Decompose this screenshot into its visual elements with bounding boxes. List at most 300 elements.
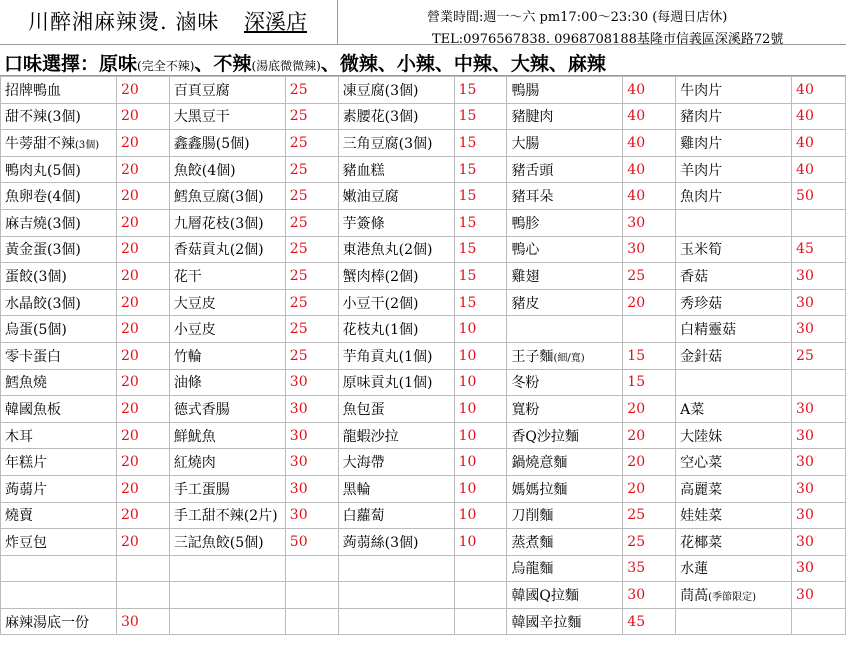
item-name-text: 零卡蛋白 <box>5 348 61 365</box>
item-name <box>338 77 454 104</box>
item-name <box>507 103 623 130</box>
item-price: 25 <box>285 342 338 369</box>
item-price: 10 <box>454 475 507 502</box>
item-name-text: 玉米筍 <box>680 242 723 259</box>
item-price: 20 <box>116 103 169 130</box>
item-name <box>338 608 454 635</box>
item-name <box>1 502 117 529</box>
item-price: 30 <box>285 369 338 396</box>
item-name-text: 魚包蛋 <box>342 401 385 418</box>
item-name-text: 牛蒡甜不辣 <box>5 135 75 152</box>
item-price <box>116 555 169 582</box>
item-price: 35 <box>623 555 676 582</box>
item-price: 30 <box>792 475 846 502</box>
item-name <box>169 608 285 635</box>
item-price: 30 <box>792 502 846 529</box>
item-name-text: 麻辣湯底一份 <box>5 614 89 631</box>
item-name-text: 大黑豆干 <box>173 109 230 126</box>
item-price: 25 <box>623 529 676 556</box>
item-price: 30 <box>792 289 846 316</box>
item-price: 10 <box>454 396 507 423</box>
item-name <box>676 529 792 556</box>
menu-row <box>1 582 846 609</box>
item-name-text: 炸豆包 <box>5 534 47 551</box>
item-name <box>1 422 117 449</box>
item-name-text: 雞肉片 <box>680 135 723 152</box>
item-price: 25 <box>623 502 676 529</box>
item-name-text: 娃娃菜 <box>680 508 723 525</box>
item-name <box>169 369 285 396</box>
item-name <box>338 156 454 183</box>
item-name <box>676 316 792 343</box>
item-name <box>1 183 117 210</box>
menu-row <box>1 422 846 449</box>
menu-row <box>1 289 846 316</box>
item-name <box>676 236 792 263</box>
menu-row <box>1 209 846 236</box>
menu-row <box>1 369 846 396</box>
item-name <box>169 555 285 582</box>
branch-name: 深溪店 <box>244 10 307 34</box>
item-name-text: A菜 <box>680 401 705 418</box>
item-name <box>1 289 117 316</box>
item-name-text: 東港魚丸(2個) <box>342 242 433 259</box>
item-price: 20 <box>116 529 169 556</box>
item-name <box>507 236 623 263</box>
item-price: 30 <box>792 555 846 582</box>
item-name <box>676 156 792 183</box>
item-name-text: 黃金蛋(3個) <box>5 242 81 259</box>
item-price <box>285 555 338 582</box>
item-name <box>169 263 285 290</box>
item-name-text: 大陸妹 <box>680 428 723 445</box>
item-name-text: 大豆皮 <box>173 295 216 312</box>
menu-row <box>1 555 846 582</box>
item-price: 10 <box>454 342 507 369</box>
item-price: 30 <box>116 608 169 635</box>
item-price: 50 <box>792 183 846 210</box>
item-name-text: 木耳 <box>5 428 33 445</box>
item-name <box>676 475 792 502</box>
item-name-text: 小豆干(2個) <box>342 295 419 312</box>
item-price: 25 <box>285 209 338 236</box>
item-name-text: 花干 <box>173 268 202 285</box>
item-name <box>169 529 285 556</box>
item-name-text: 香Q沙拉麵 <box>511 428 579 445</box>
flavor-options <box>4 49 606 76</box>
item-name-text: 紅燒肉 <box>173 455 216 472</box>
item-price: 15 <box>454 289 507 316</box>
item-price: 30 <box>792 396 846 423</box>
item-price: 15 <box>454 156 507 183</box>
item-name-text: 招牌鴨血 <box>5 82 61 99</box>
item-price: 40 <box>792 77 846 104</box>
item-name-text: 牛肉片 <box>680 82 723 99</box>
item-name <box>1 608 117 635</box>
item-name <box>507 529 623 556</box>
item-name-text: 羊肉片 <box>680 162 723 179</box>
item-price <box>792 209 846 236</box>
item-price: 20 <box>623 422 676 449</box>
item-name <box>338 103 454 130</box>
item-name <box>507 209 623 236</box>
item-price: 20 <box>116 502 169 529</box>
item-price: 30 <box>792 529 846 556</box>
item-price: 25 <box>285 316 338 343</box>
item-name-text: 芋角貢丸(1個) <box>342 348 433 365</box>
item-name <box>1 475 117 502</box>
item-price: 20 <box>623 449 676 476</box>
item-price: 15 <box>454 103 507 130</box>
item-price: 40 <box>792 103 846 130</box>
item-name <box>169 156 285 183</box>
item-price <box>116 582 169 609</box>
item-name-text: 豬血糕 <box>342 162 385 179</box>
item-name-text: 鴨心 <box>511 242 540 259</box>
item-price: 10 <box>454 422 507 449</box>
item-name-text: 燒賣 <box>5 508 33 525</box>
item-name <box>676 209 792 236</box>
item-name <box>1 77 117 104</box>
item-name <box>1 582 117 609</box>
item-price <box>285 582 338 609</box>
item-name <box>1 449 117 476</box>
item-name-text: 黑輪 <box>342 481 371 498</box>
item-name-text: 水晶餃(3個) <box>5 295 81 312</box>
item-price: 50 <box>285 529 338 556</box>
item-name-text: 油條 <box>173 375 202 392</box>
item-name-text: 蛋餃(3個) <box>5 268 67 285</box>
item-name <box>1 396 117 423</box>
item-name <box>338 369 454 396</box>
flavor-no-spicy: 不辣 <box>213 53 252 75</box>
item-price: 10 <box>454 449 507 476</box>
item-price: 40 <box>623 130 676 157</box>
item-name <box>169 342 285 369</box>
item-name <box>338 502 454 529</box>
item-name <box>676 502 792 529</box>
item-name <box>338 130 454 157</box>
item-price: 25 <box>285 263 338 290</box>
item-price: 25 <box>285 156 338 183</box>
item-name-text: 水蓮 <box>680 561 709 578</box>
title-cell <box>0 0 338 44</box>
item-name <box>338 236 454 263</box>
item-name <box>676 449 792 476</box>
item-price: 20 <box>116 236 169 263</box>
item-price: 20 <box>116 263 169 290</box>
item-name <box>338 555 454 582</box>
item-price: 25 <box>285 236 338 263</box>
item-name-text: 香菇 <box>680 268 709 285</box>
item-name-text: 麻吉燒(3個) <box>5 215 81 232</box>
item-price <box>454 608 507 635</box>
item-name-text: 香菇貢丸(2個) <box>173 242 264 259</box>
item-name-text: 蟹肉棒(2個) <box>342 268 419 285</box>
item-name-text: 高麗菜 <box>680 481 723 498</box>
item-name <box>1 236 117 263</box>
item-name-text: 烏龍麵 <box>511 561 554 578</box>
item-price: 25 <box>285 103 338 130</box>
item-price: 20 <box>116 130 169 157</box>
item-price: 30 <box>285 449 338 476</box>
item-name <box>507 422 623 449</box>
item-price <box>285 608 338 635</box>
item-name-text: 豬耳朵 <box>511 189 554 206</box>
item-name <box>169 396 285 423</box>
item-name-text: 豬皮 <box>511 295 540 312</box>
contact-info: TEL:0976567838. 0968708188基隆市信義區深溪路72號 <box>432 32 784 47</box>
menu-row <box>1 608 846 635</box>
item-name <box>1 555 117 582</box>
flavor-original: 原味 <box>99 53 138 75</box>
item-name <box>338 316 454 343</box>
item-price <box>454 555 507 582</box>
item-name <box>507 475 623 502</box>
item-name <box>507 263 623 290</box>
item-name-note: (3個) <box>75 139 100 151</box>
item-name-text: 大腸 <box>511 135 540 152</box>
item-name-text: 龍蝦沙拉 <box>342 428 399 445</box>
item-name <box>1 156 117 183</box>
item-name-text: 韓國辛拉麵 <box>511 614 582 631</box>
item-name <box>338 342 454 369</box>
item-name-text: 三記魚餃(5個) <box>173 534 264 551</box>
item-price: 30 <box>792 449 846 476</box>
menu-row <box>1 396 846 423</box>
item-name <box>507 369 623 396</box>
item-name <box>676 555 792 582</box>
item-name <box>169 502 285 529</box>
item-price <box>454 582 507 609</box>
item-name-note: (細/寬) <box>553 352 585 364</box>
item-name-text: 媽媽拉麵 <box>511 481 568 498</box>
item-name-text: 秀珍菇 <box>680 295 723 312</box>
item-name-text: 甜不辣(3個) <box>5 109 81 126</box>
item-price: 25 <box>285 183 338 210</box>
item-price: 45 <box>792 236 846 263</box>
item-price: 40 <box>623 77 676 104</box>
item-price: 30 <box>285 502 338 529</box>
item-price: 40 <box>623 183 676 210</box>
item-name <box>169 183 285 210</box>
item-price: 20 <box>116 316 169 343</box>
item-name <box>676 103 792 130</box>
item-price: 10 <box>454 529 507 556</box>
item-price: 20 <box>116 289 169 316</box>
menu-row <box>1 236 846 263</box>
item-price: 30 <box>623 209 676 236</box>
item-name-text: 魚肉片 <box>680 189 723 206</box>
item-price: 20 <box>116 369 169 396</box>
item-price: 15 <box>623 369 676 396</box>
item-name <box>169 77 285 104</box>
flavor-no-spicy-note: (湯底微微辣) <box>251 59 321 73</box>
item-name <box>338 183 454 210</box>
item-price: 30 <box>285 422 338 449</box>
item-name-text: 鴨腸 <box>511 82 540 99</box>
item-price: 30 <box>792 263 846 290</box>
item-price: 20 <box>116 77 169 104</box>
item-name <box>169 582 285 609</box>
menu-row <box>1 263 846 290</box>
item-price: 20 <box>623 475 676 502</box>
menu-row <box>1 130 846 157</box>
item-name <box>169 289 285 316</box>
item-name <box>507 289 623 316</box>
item-name-text: 小豆皮 <box>173 322 216 339</box>
item-price: 15 <box>454 130 507 157</box>
menu-row <box>1 475 846 502</box>
item-name <box>338 449 454 476</box>
item-name-text: 寬粉 <box>511 401 540 418</box>
menu-header <box>0 0 846 47</box>
item-name-text: 王子麵 <box>511 348 554 365</box>
item-price: 25 <box>623 263 676 290</box>
item-name <box>169 316 285 343</box>
item-price: 30 <box>623 582 676 609</box>
item-name <box>507 342 623 369</box>
item-name-text: 白精靈菇 <box>680 322 737 339</box>
item-name <box>169 449 285 476</box>
menu-row <box>1 103 846 130</box>
item-price: 40 <box>792 130 846 157</box>
item-price: 15 <box>454 77 507 104</box>
item-name-text: 大海帶 <box>342 455 385 472</box>
item-name <box>507 582 623 609</box>
item-name-text: 冬粉 <box>511 375 540 392</box>
item-name <box>169 103 285 130</box>
item-name-text: 刀削麵 <box>511 508 554 525</box>
item-price: 30 <box>623 236 676 263</box>
item-name <box>507 449 623 476</box>
item-price: 20 <box>623 289 676 316</box>
item-name-text: 芋簽條 <box>342 215 385 232</box>
item-price <box>792 608 846 635</box>
business-hours: 營業時間:週一～六 pm17:00～23:30 (每週日店休) <box>427 10 728 25</box>
item-name <box>676 422 792 449</box>
item-name-note: (季節限定) <box>708 592 756 604</box>
item-price: 30 <box>285 475 338 502</box>
item-price: 30 <box>792 582 846 609</box>
item-name <box>338 396 454 423</box>
item-name <box>507 316 623 343</box>
item-price: 15 <box>454 263 507 290</box>
item-name <box>1 263 117 290</box>
item-price: 25 <box>285 130 338 157</box>
item-price: 15 <box>454 236 507 263</box>
item-name-text: 年糕片 <box>5 455 47 472</box>
item-name <box>676 130 792 157</box>
item-name <box>676 342 792 369</box>
item-price: 40 <box>623 103 676 130</box>
item-name <box>676 289 792 316</box>
menu-row <box>1 342 846 369</box>
menu-row <box>1 502 846 529</box>
item-name-text: 韓國魚板 <box>5 401 61 418</box>
item-name <box>676 608 792 635</box>
item-name-text: 百頁豆腐 <box>173 82 230 99</box>
item-name-text: 手工甜不辣(2片) <box>173 508 278 525</box>
item-price: 15 <box>454 209 507 236</box>
flavor-selection <box>0 44 846 76</box>
item-name <box>1 369 117 396</box>
item-name-text: 德式香腸 <box>173 401 230 418</box>
item-name-text: 蒸煮麵 <box>511 534 554 551</box>
item-name <box>676 183 792 210</box>
item-name <box>1 316 117 343</box>
item-name <box>169 209 285 236</box>
menu-row <box>1 316 846 343</box>
item-price <box>792 369 846 396</box>
item-name <box>507 77 623 104</box>
item-name-text: 手工蛋腸 <box>173 481 230 498</box>
item-name <box>507 396 623 423</box>
item-name <box>1 209 117 236</box>
item-name <box>507 502 623 529</box>
item-name-text: 白蘿蔔 <box>342 508 385 525</box>
item-name-text: 烏蛋(5個) <box>5 322 67 339</box>
item-price: 40 <box>792 156 846 183</box>
menu-row <box>1 183 846 210</box>
item-name-text: 蒟蒻絲(3個) <box>342 534 419 551</box>
item-price: 15 <box>623 342 676 369</box>
item-name <box>676 77 792 104</box>
item-price: 10 <box>454 369 507 396</box>
item-name-text: 豬腱肉 <box>511 109 554 126</box>
item-price: 20 <box>116 183 169 210</box>
item-price: 10 <box>454 502 507 529</box>
item-name-text: 九層花枝(3個) <box>173 215 264 232</box>
item-name <box>676 582 792 609</box>
item-price: 25 <box>285 77 338 104</box>
item-name <box>1 130 117 157</box>
item-name <box>169 475 285 502</box>
flavor-label: 口味選擇： <box>4 53 100 75</box>
item-name <box>338 289 454 316</box>
restaurant-name: 川醉湘麻辣燙. 滷味 <box>28 10 220 34</box>
item-name-text: 鍋燒意麵 <box>511 455 568 472</box>
item-price: 30 <box>792 316 846 343</box>
item-name <box>676 396 792 423</box>
item-price <box>623 316 676 343</box>
item-price: 20 <box>116 342 169 369</box>
item-price: 20 <box>116 475 169 502</box>
item-name <box>338 209 454 236</box>
flavor-original-note: (完全不辣) <box>137 59 195 73</box>
item-name <box>1 529 117 556</box>
item-name-text: 花枝丸(1個) <box>342 322 419 339</box>
item-price: 20 <box>116 422 169 449</box>
flavor-separator: 、 <box>194 53 214 75</box>
item-name <box>676 263 792 290</box>
item-name-text: 蒟蒻片 <box>5 481 47 498</box>
item-name-text: 魚卵卷(4個) <box>5 189 81 206</box>
menu-row <box>1 529 846 556</box>
item-price: 20 <box>116 396 169 423</box>
item-name-text: 花椰菜 <box>680 534 723 551</box>
item-price: 40 <box>623 156 676 183</box>
item-name-text: 原味貢丸(1個) <box>342 375 433 392</box>
item-price: 20 <box>623 396 676 423</box>
item-price: 15 <box>454 183 507 210</box>
item-name <box>169 422 285 449</box>
item-name-text: 三角豆腐(3個) <box>342 135 433 152</box>
item-name-text: 凍豆腐(3個) <box>342 82 419 99</box>
item-price: 45 <box>623 608 676 635</box>
menu-row <box>1 449 846 476</box>
item-name-text: 金針菇 <box>680 348 723 365</box>
